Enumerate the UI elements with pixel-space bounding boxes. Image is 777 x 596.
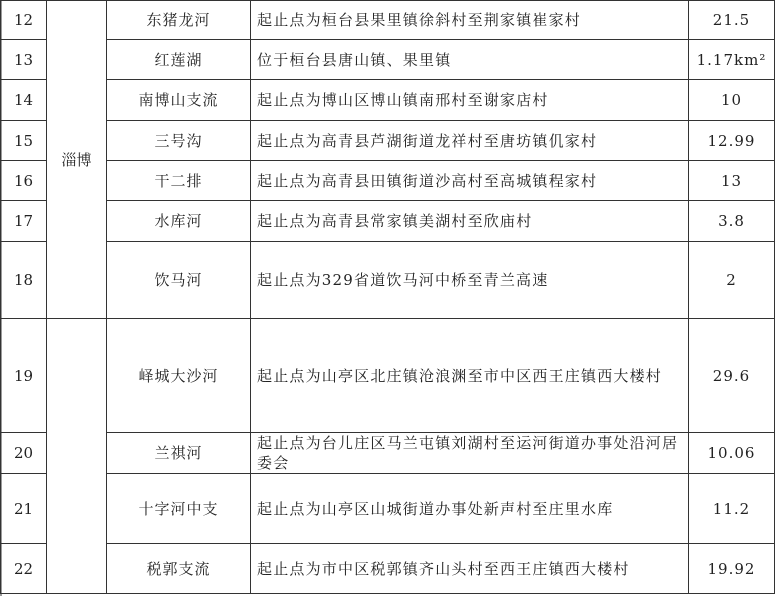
river-name: 峄城大沙河: [107, 319, 251, 433]
river-length: 10.06: [689, 433, 775, 474]
row-number: 18: [1, 242, 47, 319]
river-name: 十字河中支: [107, 474, 251, 544]
river-length: 3.8: [689, 201, 775, 242]
river-name: 红莲湖: [107, 40, 251, 80]
river-length: 21.5: [689, 1, 775, 40]
river-name: 水库河: [107, 201, 251, 242]
row-number: 16: [1, 161, 47, 201]
river-name: 干二排: [107, 161, 251, 201]
river-length: 19.92: [689, 544, 775, 594]
table-row: [1, 121, 775, 161]
river-length: 11.2: [689, 474, 775, 544]
river-range: 起止点为博山区博山镇南邢村至谢家店村: [251, 80, 689, 121]
river-length: 29.6: [689, 319, 775, 433]
river-range: 起止点为高青县芦湖街道龙祥村至唐坊镇仉家村: [251, 121, 689, 161]
table-row: [1, 433, 775, 474]
row-number: 19: [1, 319, 47, 433]
river-name: 东猪龙河: [107, 1, 251, 40]
row-number: 21: [1, 474, 47, 544]
river-name: 兰祺河: [107, 433, 251, 474]
river-length: 13: [689, 161, 775, 201]
table-row: [1, 1, 775, 40]
river-range: 起止点为市中区税郭镇齐山头村至西王庄镇西大楼村: [251, 544, 689, 594]
row-number: 13: [1, 40, 47, 80]
river-length: 2: [689, 242, 775, 319]
row-number: 12: [1, 1, 47, 40]
river-range: 起止点为329省道饮马河中桥至青兰高速: [251, 242, 689, 319]
river-range: 起止点为高青县常家镇美湖村至欣庙村: [251, 201, 689, 242]
river-range: 起止点为台儿庄区马兰屯镇刘湖村至运河街道办事处沿河居委会: [251, 433, 689, 474]
river-range: 起止点为山亭区山城街道办事处新声村至庄里水库: [251, 474, 689, 544]
city-cell: 淄博: [47, 1, 107, 319]
table-row: [1, 544, 775, 594]
river-name: 南博山支流: [107, 80, 251, 121]
river-range: 起止点为高青县田镇街道沙高村至高城镇程家村: [251, 161, 689, 201]
river-range: 起止点为桓台县果里镇徐斜村至荆家镇崔家村: [251, 1, 689, 40]
row-number: 22: [1, 544, 47, 594]
river-length: 12.99: [689, 121, 775, 161]
row-number: 17: [1, 201, 47, 242]
river-length: 1.17km²: [689, 40, 775, 80]
table-row: [1, 319, 775, 433]
row-number: 20: [1, 433, 47, 474]
river-name: 税郭支流: [107, 544, 251, 594]
row-number: 15: [1, 121, 47, 161]
row-number: 14: [1, 80, 47, 121]
river-name: 三号沟: [107, 121, 251, 161]
table-row: [1, 201, 775, 242]
city-cell: [47, 319, 107, 594]
table-row: [1, 474, 775, 544]
river-length: 10: [689, 80, 775, 121]
table-row: [1, 242, 775, 319]
table-row: [1, 80, 775, 121]
river-range: 位于桓台县唐山镇、果里镇: [251, 40, 689, 80]
table-row: [1, 40, 775, 80]
river-name: 饮马河: [107, 242, 251, 319]
table-row: [1, 161, 775, 201]
river-range: 起止点为山亭区北庄镇沧浪渊至市中区西王庄镇西大楼村: [251, 319, 689, 433]
